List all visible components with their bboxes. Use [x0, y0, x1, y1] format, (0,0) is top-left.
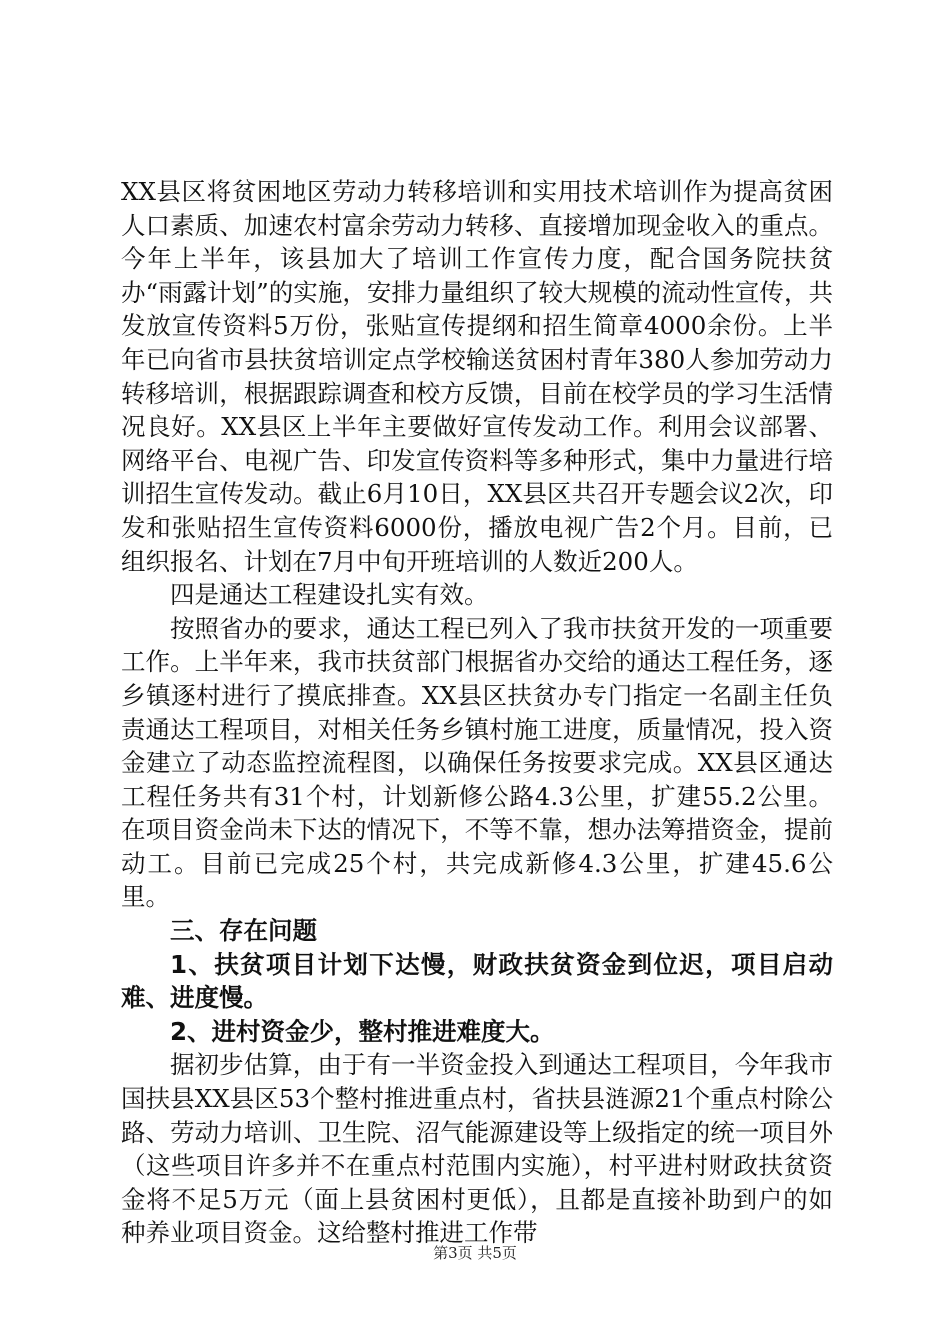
paragraph-funding-estimate: 据初步估算，由于有一半资金投入到通达工程项目，今年我市国扶县XX县区53个整村推进重点村，省扶县涟源21个重点村除公路、劳动力培训、卫生院、沼气能源建设等上级指定的统一项目外（这些项目许多并不在重点村范围内实施），村平进村财政扶贫资金将不足5万元（面上县贫困村更低），且都是直接补助到户的如种养业项目资金。这给整村推进工作带: [121, 1050, 833, 1248]
problem-item-2: 2、进村资金少，整村推进难度大。: [170, 1016, 555, 1046]
paragraph-tongda-heading: 四是通达工程建设扎实有效。: [170, 580, 489, 610]
section-heading-problems: 三、存在问题: [170, 916, 317, 946]
page-footer: 第3页 共5页: [433, 1244, 517, 1262]
document-body: [121, 175, 833, 1250]
paragraph-training: XX县区将贫困地区劳动力转移培训和实用技术培训作为提高贫困人口素质、加速农村富余劳动力转移、直接增加现金收入的重点。今年上半年，该县加大了培训工作宣传力度，配合国务院扶贫办“雨露计划”的实施，安排力量组织了较大规模的流动性宣传，共发放宣传资料5万份，张贴宣传提纲和招生简章4000余份。上半年已向省市县扶贫培训定点学校输送贫困村青年380人参加劳动力转移培训，根据跟踪调查和校方反馈，目前在校学员的学习生活情况良好。XX县区上半年主要做好宣传发动工作。利用会议部署、网络平台、电视广告、印发宣传资料等多种形式，集中力量进行培训招生宣传发动。截止6月10日，XX县区共召开专题会议2次，印发和张贴招生宣传资料6000份，播放电视广告2个月。目前，已组织报名、计划在7月中旬开班培训的人数近200人。: [121, 177, 833, 576]
paragraph-tongda-project: 按照省办的要求，通达工程已列入了我市扶贫开发的一项重要工作。上半年来，我市扶贫部门根据省办交给的通达工程任务，逐乡镇逐村进行了摸底排查。XX县区扶贫办专门指定一名副主任负责通达工程项目，对相关任务乡镇村施工进度，质量情况，投入资金建立了动态监控流程图，以确保任务按要求完成。XX县区通达工程任务共有31个村，计划新修公路4.3公里，扩建55.2公里。在项目资金尚未下达的情况下，不等不靠，想办法筹措资金，提前动工。目前已完成25个村，共完成新修4.3公里，扩建45.6公里。: [121, 613, 833, 912]
problem-item-1: 1、扶贫项目计划下达慢，财政扶贫资金到位迟，项目启动难、进度慢。: [121, 949, 833, 1013]
